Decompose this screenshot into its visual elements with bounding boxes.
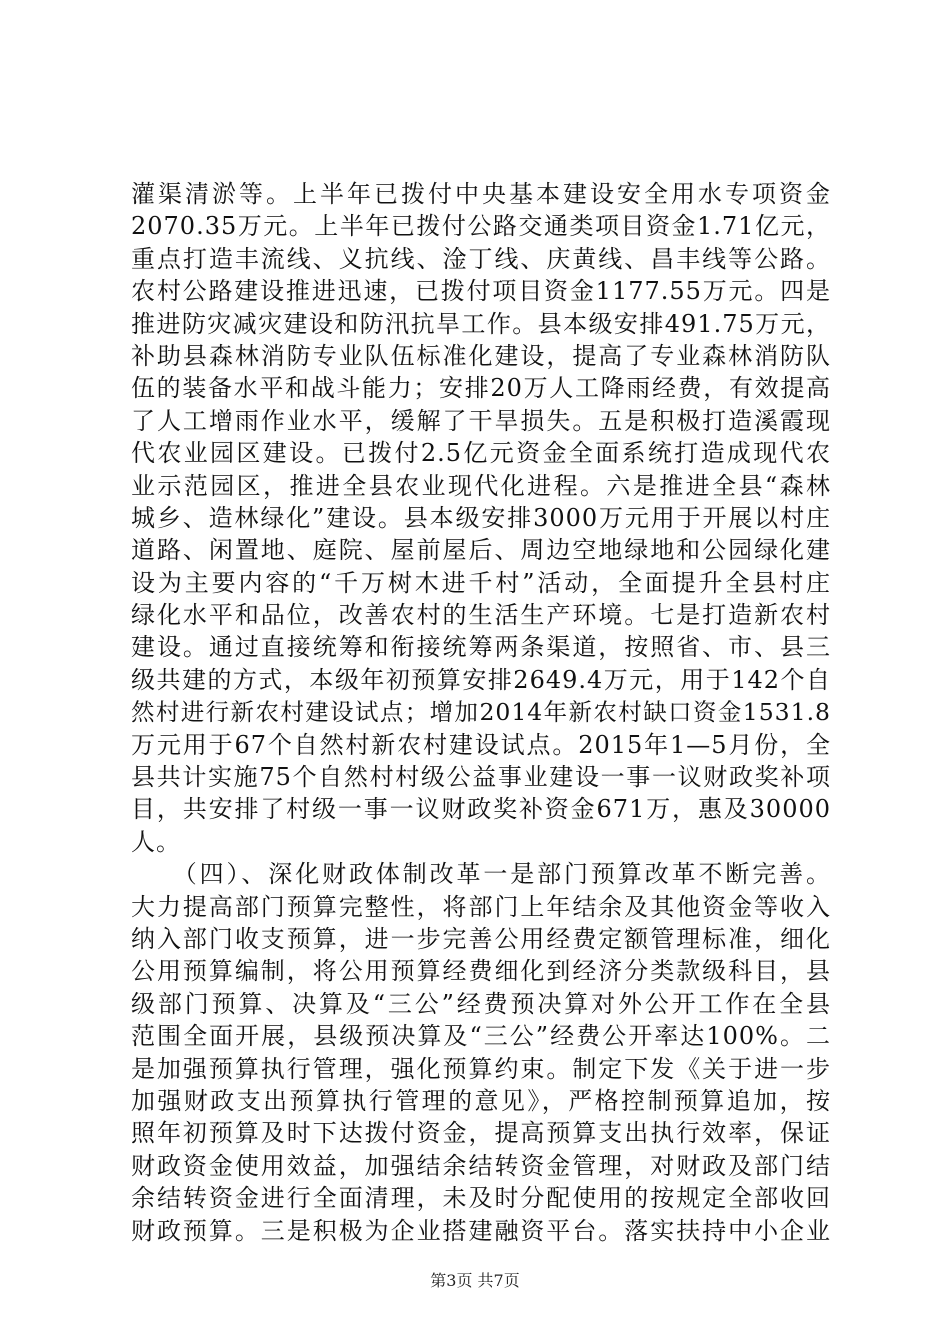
text-line: 农村公路建设推进迅速，已拨付项目资金1177.55万元。四是	[131, 277, 831, 306]
text-line: 重点打造丰流线、义抗线、淦丁线、庆黄线、昌丰线等公路。	[131, 244, 831, 273]
text-line: 县共计实施75个自然村村级公益事业建设一事一议财政奖补项	[131, 763, 831, 792]
text-line: 城乡、造林绿化”建设。县本级安排3000万元用于开展以村庄	[131, 503, 831, 532]
text-line: 推进防灾减灾建设和防汛抗旱工作。县本级安排491.75万元，	[131, 309, 831, 338]
text-line: 财政预算。三是积极为企业搭建融资平台。落实扶持中小企业	[131, 1216, 831, 1245]
paragraph-heading-line: （四）、深化财政体制改革一是部门预算改革不断完善。	[131, 860, 831, 889]
text-line: 业示范园区，推进全县农业现代化进程。六是推进全县“森林	[131, 471, 831, 500]
text-line: 财政资金使用效益，加强结余结转资金管理，对财政及部门结	[131, 1151, 831, 1180]
text-line: 加强财政支出预算执行管理的意见》，严格控制预算追加，按	[131, 1086, 831, 1115]
text-line: 伍的装备水平和战斗能力；安排20万人工降雨经费，有效提高	[131, 374, 831, 403]
text-line: 大力提高部门预算完整性，将部门上年结余及其他资金等收入	[131, 892, 831, 921]
body-text	[131, 178, 831, 1247]
text-line: 万元用于67个自然村新农村建设试点。2015年1—5月份，全	[131, 730, 831, 759]
text-line: 补助县森林消防专业队伍标准化建设，提高了专业森林消防队	[131, 341, 831, 370]
text-line: 2070.35万元。上半年已拨付公路交通类项目资金1.71亿元，	[131, 212, 831, 241]
text-line: 级共建的方式，本级年初预算安排2649.4万元，用于142个自	[131, 665, 831, 694]
text-line: 范围全面开展，县级预决算及“三公”经费公开率达100%。二	[131, 1022, 831, 1051]
text-line: 纳入部门收支预算，进一步完善公用经费定额管理标准，细化	[131, 924, 831, 953]
text-line: 级部门预算、决算及“三公”经费预决算对外公开工作在全县	[131, 989, 831, 1018]
text-line: 公用预算编制，将公用预算经费细化到经济分类款级科目，县	[131, 957, 831, 986]
page-number-footer: 第3页 共7页	[430, 1271, 520, 1290]
text-line: 了人工增雨作业水平，缓解了干旱损失。五是积极打造溪霞现	[131, 406, 831, 435]
text-line: 然村进行新农村建设试点；增加2014年新农村缺口资金1531.8	[131, 698, 831, 727]
text-line: 灌渠清淤等。上半年已拨付中央基本建设安全用水专项资金	[131, 180, 831, 208]
text-line: 是加强预算执行管理，强化预算约束。制定下发《关于进一步	[131, 1054, 831, 1083]
text-line: 设为主要内容的“千万树木进千村”活动，全面提升全县村庄	[131, 568, 831, 597]
text-line: 人。	[131, 827, 181, 856]
text-line: 代农业园区建设。已拨付2.5亿元资金全面系统打造成现代农	[131, 439, 831, 468]
text-line: 余结转资金进行全面清理，未及时分配使用的按规定全部收回	[131, 1184, 831, 1213]
text-line: 建设。通过直接统筹和衔接统筹两条渠道，按照省、市、县三	[131, 633, 831, 662]
text-line: 绿化水平和品位，改善农村的生活生产环境。七是打造新农村	[131, 601, 831, 630]
text-line: 目，共安排了村级一事一议财政奖补资金671万，惠及30000	[131, 795, 831, 824]
text-line: 道路、闲置地、庭院、屋前屋后、周边空地绿地和公园绿化建	[131, 536, 831, 565]
text-line: 照年初预算及时下达拨付资金，提高预算支出执行效率，保证	[131, 1119, 831, 1148]
